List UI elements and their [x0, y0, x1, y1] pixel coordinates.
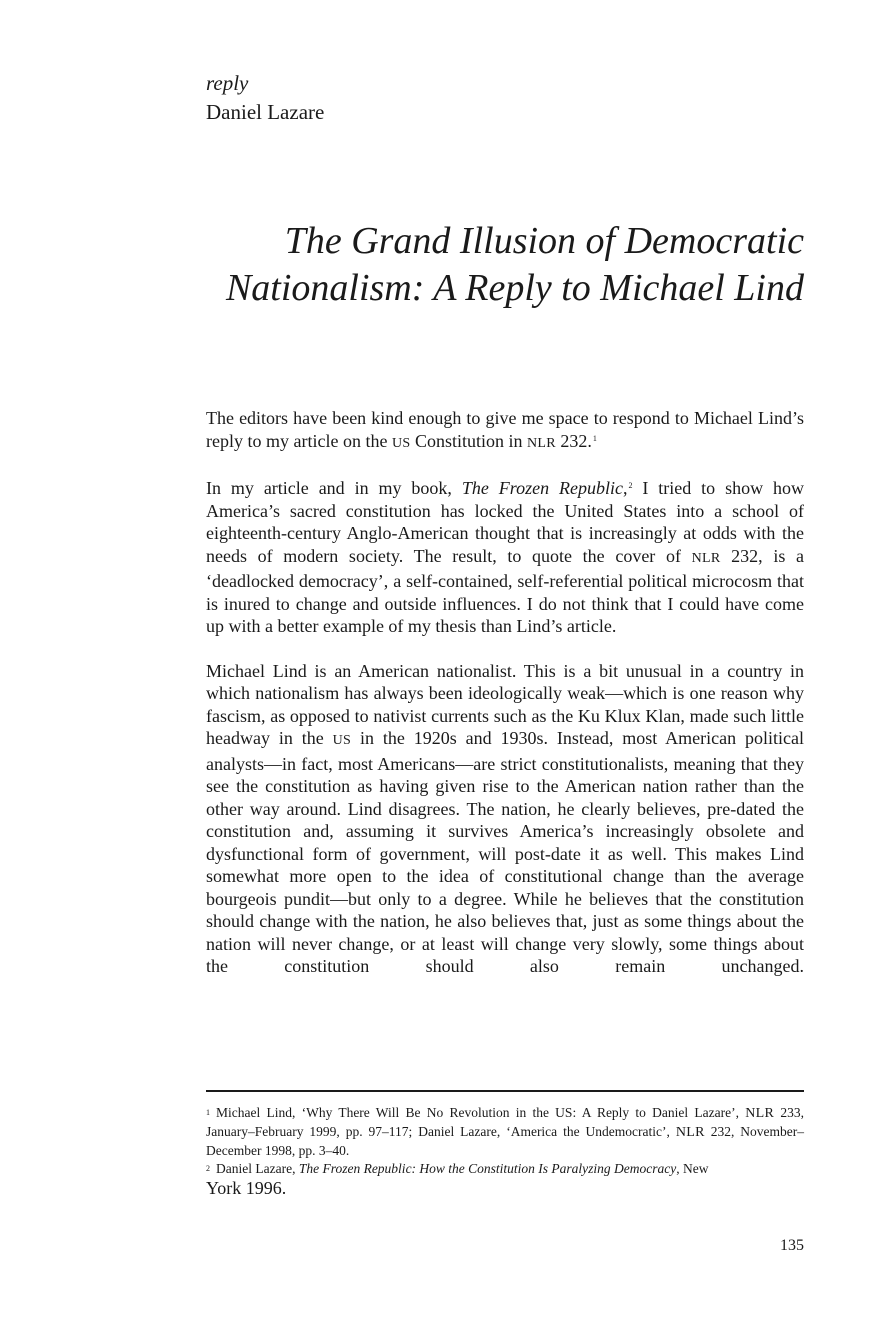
footnote-2-tail: York 1996.: [206, 1178, 287, 1198]
paragraph-1-text-c: 232.: [555, 430, 592, 451]
footnote-ref-1[interactable]: 1: [592, 433, 597, 443]
paragraph-1-text-a: The editors have been kind enough to give me space to respond to Michael Lind’s reply to my article on the: [206, 408, 804, 451]
section-label: reply: [206, 71, 249, 95]
paragraph-1: [206, 407, 804, 455]
footnote-1: [206, 1104, 804, 1160]
paragraph-2-text-c: I tried to show how America’s sacred constitution has locked the United States into a school of eighteenth-century Anglo-American thought that is increasingly at odds with the needs of modern society. The result, to quote the cover of: [206, 478, 804, 566]
footnote-ref-2[interactable]: 2: [628, 481, 633, 490]
article-title-line-2: Nationalism: A Reply to Michael Lind: [225, 267, 804, 309]
footnote-2-mark: 2: [206, 1164, 210, 1173]
abbrev-us: US: [391, 435, 411, 451]
paragraph-3-text-b: in the 1920s and 1930s. Instead, most American political analysts—in fact, most Americans—are strict constitutionalists, meaning that they see the constitution as having given rise to the American nation rather than the other way around. Lind disagrees. The nation, he clearly believes, pre-dated the constitution and, assuming it survives America’s increasingly obsolete and dysfunctional form of government, will post-date it as well. This makes Lind somewhat more open to the idea of constitutional change than the average bourgeois pundit—but only to a degree. While he believes that the constitution should change with the nation, he also believes that, just as some things about the nation will never change, or at least will change very slowly, some things about the constitution should also remain unchanged.: [206, 728, 804, 976]
article-body: [206, 407, 804, 978]
abbrev-nlr: NLR: [745, 1106, 775, 1121]
author-name: Daniel Lazare: [206, 100, 325, 124]
footnote-2-text-a: Daniel Lazare,: [216, 1161, 299, 1176]
page-number: 135: [780, 1237, 804, 1254]
footnote-1-text-a: Michael Lind, ‘Why There Will Be No Revolution in the US: A Reply to Daniel Lazare’,: [216, 1105, 746, 1120]
footnotes: [206, 1104, 804, 1199]
paragraph-3-text-a: Michael Lind is an American nationalist. This is a bit unusual in a country in which nationalism has always been ideologically weak—which is one reason why fascism, as opposed to nativist currents such as the Ku Klux Klan, made such little headway in the: [206, 660, 804, 748]
paragraph-2-text-b: ,: [622, 478, 628, 498]
footnote-2: [206, 1160, 804, 1199]
paragraph-3: [206, 660, 804, 978]
book-title: The Frozen Republic: [461, 478, 623, 498]
article-title-line-1: The Grand Illusion of Democratic: [284, 220, 804, 262]
paragraph-2-text-a: In my article and in my book,: [206, 478, 462, 498]
abbrev-nlr: NLR: [675, 1125, 705, 1140]
footnote-1-text-c: 232, November–December 1998, pp. 3–40.: [206, 1124, 804, 1158]
abbrev-us: US: [332, 733, 352, 748]
abbrev-nlr: NLR: [526, 435, 556, 451]
abbrev-nlr: NLR: [691, 550, 721, 566]
footnote-2-book-title: The Frozen Republic: How the Constitution Is Paralyzing Democracy: [298, 1161, 677, 1176]
paragraph-2: [206, 477, 804, 638]
footnote-divider: [206, 1090, 804, 1092]
paragraph-1-text-b: Constitution in: [410, 430, 527, 451]
paragraph-2-text-d: 232, is a ‘deadlocked democracy’, a self-contained, self-referential political microcosm that is inured to change and outside influences. I do not think that I could have come up with a better example of my thesis than Lind’s article.: [206, 545, 804, 636]
footnote-2-text-b: , New: [676, 1161, 709, 1176]
footnote-1-text-b: 233, January–February 1999, pp. 97–117; Daniel Lazare, ‘America the Undemocratic’,: [206, 1105, 804, 1139]
article-title: [206, 218, 804, 312]
footnote-1-mark: 1: [206, 1108, 210, 1117]
